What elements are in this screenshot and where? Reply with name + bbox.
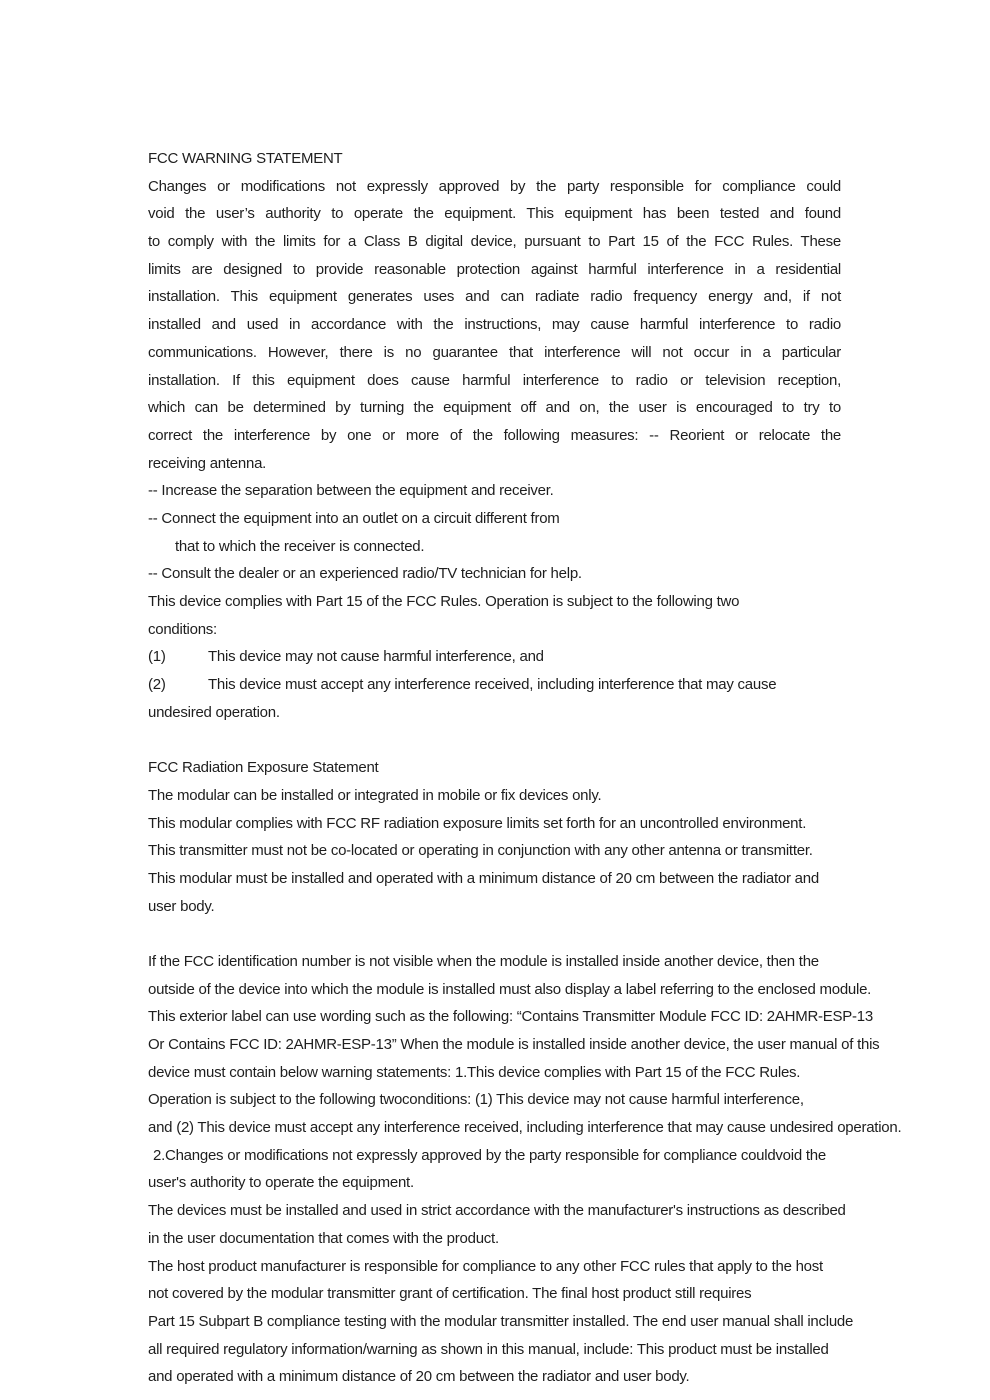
text-line: installation. This equipment generates uses and can radiate radio frequency energy and, if not (148, 288, 841, 306)
text-line: This transmitter must not be co-located or operating in conjunction with any other antenna or transmitter. (148, 842, 813, 860)
text-line (148, 643, 990, 671)
list-marker: (1) (148, 648, 166, 666)
text-line: in the user documentation that comes with the product. (148, 1229, 499, 1247)
text-line: installation. If this equipment does cause harmful interference to radio or television reception, (148, 371, 841, 389)
document-body (148, 145, 990, 1391)
text-line: user body. (148, 897, 215, 915)
text-line: Part 15 Subpart B compliance testing with the modular transmitter installed. The end user manual shall include (148, 1312, 854, 1330)
text-line: user's authority to operate the equipment. (148, 1174, 414, 1192)
text-line: This exterior label can use wording such as the following: “Contains Transmitter Module FCC ID: 2AHMR-ESP-13 (148, 1008, 873, 1026)
section-title: FCC Radiation Exposure Statement (148, 759, 379, 777)
text-line: limits are designed to provide reasonable protection against harmful interference in a residential (148, 260, 841, 278)
section-title: FCC WARNING STATEMENT (148, 150, 343, 167)
text-line: The devices must be installed and used in strict accordance with the manufacturer's instructions as described (148, 1202, 846, 1220)
text-line: conditions: (148, 620, 217, 638)
module-integration-notice (148, 948, 990, 1391)
text-line: and (2) This device must accept any interference received, including interference that may cause undesired operation. (148, 1119, 902, 1137)
fcc-radiation-exposure-statement (148, 754, 990, 948)
list-item-text: This device may not cause harmful interference, and (208, 648, 544, 666)
text-line: If the FCC identification number is not visible when the module is installed inside another device, then the (148, 952, 819, 970)
blank-line (148, 726, 990, 754)
text-line: void the user’s authority to operate the equipment. This equipment has been tested and found (148, 205, 841, 223)
text-line: Changes or modifications not expressly approved by the party responsible for compliance could (148, 177, 841, 195)
fcc-warning-statement (148, 145, 990, 754)
text-line: receiving antenna. (148, 454, 267, 472)
text-line: that to which the receiver is connected. (175, 537, 425, 555)
text-line (148, 671, 990, 699)
text-line: outside of the device into which the module is installed must also display a label referring to the enclosed module. (148, 980, 872, 998)
text-line: correct the interference by one or more of the following measures: -- Reorient or relocate the (148, 426, 841, 444)
text-line: device must contain below warning statements: 1.This device complies with Part 15 of the FCC Rules. (148, 1063, 801, 1081)
text-line: Or Contains FCC ID: 2AHMR-ESP-13” When the module is installed inside another device, the user manual of this (148, 1036, 880, 1053)
text-line: The host product manufacturer is responsible for compliance to any other FCC rules that apply to the host (148, 1257, 823, 1275)
text-line: -- Connect the equipment into an outlet on a circuit different from (148, 509, 560, 527)
text-line: The modular can be installed or integrated in mobile or fix devices only. (148, 786, 602, 804)
text-line: installed and used in accordance with the instructions, may cause harmful interference to radio (148, 316, 841, 334)
text-line: -- Increase the separation between the equipment and receiver. (148, 482, 554, 500)
text-line: 2.Changes or modifications not expressly approved by the party responsible for compliance couldvoid the (153, 1146, 826, 1164)
list-marker: (2) (148, 676, 166, 694)
text-line: Operation is subject to the following twoconditions: (1) This device may not cause harmful interference, (148, 1091, 804, 1109)
text-line: undesired operation. (148, 703, 280, 721)
list-item-text: This device must accept any interference received, including interference that may cause (208, 676, 777, 694)
text-line: This device complies with Part 15 of the FCC Rules. Operation is subject to the following two (148, 593, 740, 610)
text-line: and operated with a minimum distance of 20 cm between the radiator and user body. (148, 1368, 690, 1386)
text-line: which can be determined by turning the equipment off and on, the user is encouraged to try to (148, 399, 841, 417)
text-line: This modular must be installed and operated with a minimum distance of 20 cm between the radiator and (148, 869, 819, 887)
blank-line (148, 920, 990, 948)
text-line: to comply with the limits for a Class B digital device, pursuant to Part 15 of the FCC Rules. These (148, 233, 841, 251)
text-line: not covered by the modular transmitter grant of certification. The final host product still requires (148, 1285, 752, 1303)
text-line: This modular complies with FCC RF radiation exposure limits set forth for an uncontrolled environment. (148, 814, 807, 832)
text-line: -- Consult the dealer or an experienced radio/TV technician for help. (148, 565, 582, 583)
text-line: communications. However, there is no guarantee that interference will not occur in a particular (148, 343, 841, 361)
text-line: all required regulatory information/warning as shown in this manual, include: This product must be installed (148, 1340, 829, 1358)
